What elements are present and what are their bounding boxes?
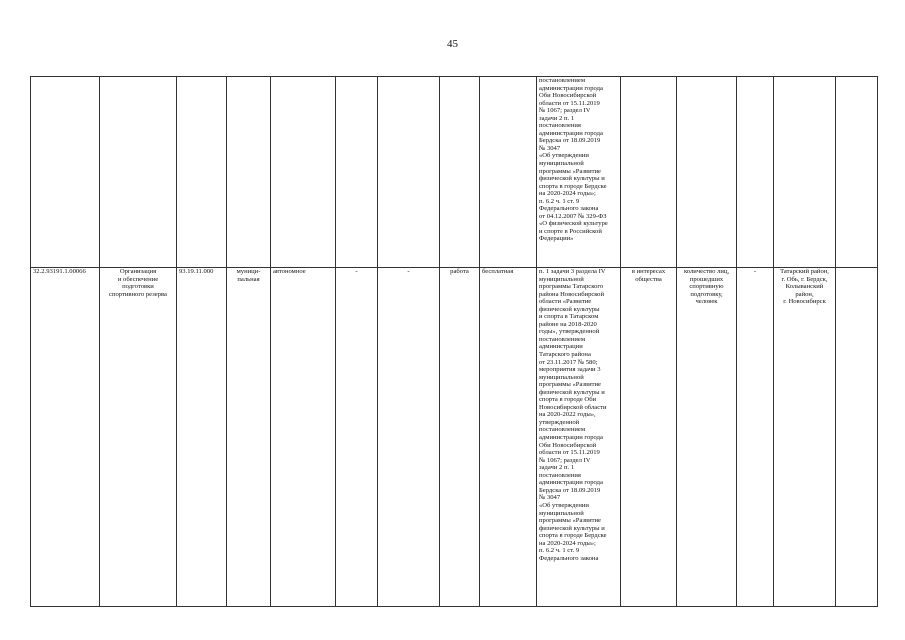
table-row (31, 268, 878, 607)
service-code-cell (31, 77, 100, 268)
service-kind-cell (440, 77, 480, 268)
service-kind-cell: работа (440, 268, 480, 607)
table-row (31, 77, 878, 268)
ownership-cell (227, 77, 271, 268)
column-15-cell (836, 77, 878, 268)
indicator-cell: количество лиц, прошедших спортивную подготовку, человек (677, 268, 737, 607)
ownership-cell: муници- пальная (227, 268, 271, 607)
payment-cell (480, 77, 537, 268)
indicator-cell (677, 77, 737, 268)
column-15-cell (836, 268, 878, 607)
institution-type-cell (271, 77, 336, 268)
okved-code-cell: 93.19.11.000 (177, 268, 227, 607)
column-7-cell (378, 77, 440, 268)
column-6-cell (336, 77, 378, 268)
institution-type-cell: автономное (271, 268, 336, 607)
column-7-cell: - (378, 268, 440, 607)
column-13-cell: - (737, 268, 774, 607)
column-13-cell (737, 77, 774, 268)
legal-basis-cell: п. 1 задачи 3 раздела IV муниципальной программы Татарского района Новосибирской области «Развитие физической культуры и спорта в Татарском районе на 2018-2020 годы», утвержденной постановлением администрации Татарского района от 23.11.2017 № 580; мероприятия задачи 3 муниципальной программы «Развитие физической культуры и спорта в городе Оби Новосибирской области на 2020-2022 годы», утвержденной постановлением администрации города Оби Новосибирской области от 15.11.2019 № 1067; раздел IV задачи 2 п. 1 постановления администрации города Бердска от 18.09.2019 № 3047 «Об утверждении муниципальной программы «Развитие физической культуры и спорта в городе Бердске на 2020-2024 годы»; п. 6.2 ч. 1 ст. 9 Федерального закона (537, 268, 621, 607)
territory-cell: Татарский район, г. Обь, г. Бердск, Колыванский район, г. Новосибирск (774, 268, 836, 607)
column-6-cell: - (336, 268, 378, 607)
service-name-cell (100, 77, 177, 268)
payment-cell: бесплатная (480, 268, 537, 607)
legal-basis-cell: постановлением администрации города Оби Новосибирской области от 15.11.2019 № 1067; раздел IV задачи 2 п. 1 постановления администрации города Бердска от 18.09.2019 № 3047 «Об утверждении муниципальной программы «Развитие физической культуры и спорта в городе Бердске на 2020-2024 годы»; п. 6.2 ч. 1 ст. 9 Федерального закона от 04.12.2007 № 329-ФЗ «О физической культуре и спорте в Российской Федерации» (537, 77, 621, 268)
services-registry-table (30, 76, 878, 607)
service-code-cell: 32.2.93191.1.00066 (31, 268, 100, 607)
okved-code-cell (177, 77, 227, 268)
beneficiary-cell (621, 77, 677, 268)
territory-cell (774, 77, 836, 268)
service-name-cell: Организация и обеспечение подготовки спортивного резерва (100, 268, 177, 607)
page-number: 45 (447, 38, 458, 50)
beneficiary-cell: в интересах общества (621, 268, 677, 607)
